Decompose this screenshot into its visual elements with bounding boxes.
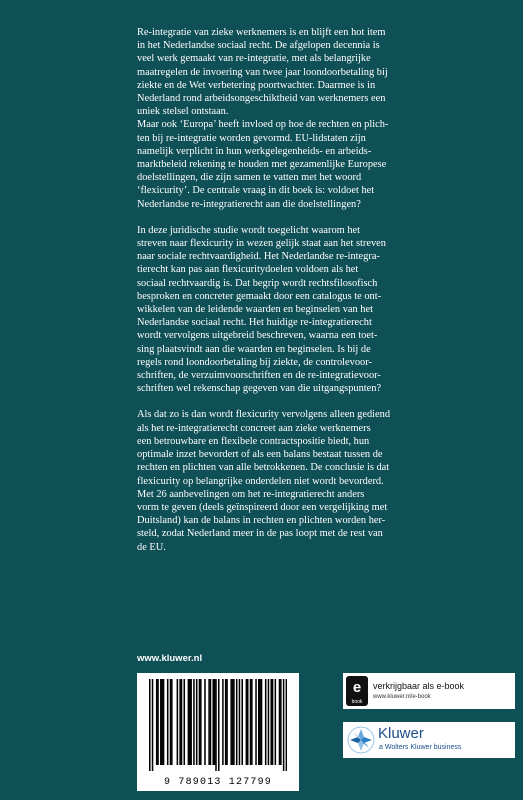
barcode-bar (149, 679, 151, 771)
barcode-bar (171, 679, 173, 765)
line: Re-integratie van zieke werknemers is en blijft een hot item (137, 27, 386, 38)
barcode-bar (189, 679, 191, 765)
barcode-bar (286, 679, 287, 771)
barcode-bar (236, 679, 238, 765)
line: Als dat zo is dan wordt flexicurity vervolgens alleen gediend (137, 409, 391, 421)
line: als het re-integratierecht concreet aan zieke werknemers (137, 422, 371, 434)
ebook-title: verkrijgbaar als e-book (373, 681, 465, 691)
barcode-bar (218, 679, 220, 771)
barcode-bar (255, 679, 257, 765)
line: In deze juridische studie wordt toegelicht waarom het (137, 224, 361, 236)
line: marktbeleid rekening te houden met gezamenlijke Europese (137, 159, 387, 171)
publisher-tagline: a Wolters Kluwer business (379, 744, 462, 751)
barcode-bar (246, 679, 248, 765)
barcode-bar (210, 679, 212, 765)
barcode-bar (208, 679, 210, 765)
barcode-bar (184, 679, 186, 765)
line: Duitsland) kan de balans in rechten en plichten worden her- (137, 515, 386, 527)
line: sing plaatsvindt aan die waarden en beginselen. Is bij de (137, 343, 371, 355)
line: optimale inzet bevordert of als een balans bestaat tussen de (137, 449, 383, 461)
line: ten bij re-integratie worden gevormd. EU-lidstaten zijn (137, 132, 366, 144)
barcode-bar (177, 679, 179, 765)
line: wordt vervolgens uitgebreid beschreven, waarna een toet- (137, 330, 378, 342)
barcode-bar (157, 679, 159, 765)
barcode-bar (204, 679, 206, 765)
line: de EU. (137, 541, 166, 553)
barcode-bar (283, 679, 285, 771)
barcode-bar (163, 679, 165, 765)
barcode-bar (230, 679, 232, 765)
line: in het Nederlandse sociaal recht. De afgelopen decennia is (137, 40, 380, 52)
barcode-bar (193, 679, 195, 765)
barcode-bar (250, 679, 252, 765)
line: besproken en concreter gemaakt door een catalogus te ont- (137, 290, 382, 302)
barcode-bar (233, 679, 235, 765)
isbn-number: 9 789013 127799 (163, 777, 272, 788)
line: sociaal rechtvaardig is. Dat begrip wordt rechtsfilosofisch (137, 277, 378, 289)
line: Nederlandse sociaal recht. Het huidige re-integratierecht (137, 317, 372, 329)
barcode-bars-icon (149, 679, 287, 771)
line: rechten en plichten van alle betrokkenen. De conclusie is dat (137, 462, 390, 474)
line: regels rond loondoorbetaling bij ziekte, de controlevoor- (137, 356, 372, 368)
paragraph-1 (137, 26, 482, 118)
paragraph-4 (137, 408, 482, 553)
barcode-bar (270, 679, 272, 765)
line: uniek stelsel ontstaan. (137, 106, 229, 118)
barcode-bar (222, 679, 224, 765)
line: Nederland rond arbeidsongeschiktheid van werknemers een (137, 93, 386, 105)
ebook-icon-sub: book (351, 699, 363, 705)
line: vorm te geven (deels geïnspireerd door een vergelijking met (137, 501, 388, 513)
barcode-bar (280, 679, 282, 765)
barcode-bar (214, 679, 216, 765)
paragraph-3 (137, 224, 482, 396)
line: veel werk gemaakt van re-integratie, met als belangrijke (137, 53, 371, 65)
line: wikkelen van de leidende waarden en beginselen van het (137, 304, 374, 316)
barcode-bar (247, 679, 249, 765)
barcode-bar (239, 679, 241, 765)
barcode-bar (275, 679, 277, 765)
line: flexicurity op belangrijke onderdelen niet wordt bevorderd. (137, 475, 384, 487)
barcode-bar (156, 679, 158, 765)
barcode-bar (161, 679, 163, 765)
barcode-bar (181, 679, 183, 765)
line: namelijk verplicht in hun werkgelegenheids- en arbeids- (137, 145, 372, 157)
publisher-logo (343, 722, 515, 758)
line: ‘flexicurity’. De centrale vraag in dit boek is: voldoet het (137, 185, 375, 197)
barcode-bar (279, 679, 281, 765)
barcode-bar (225, 679, 227, 765)
barcode-bar (232, 679, 234, 765)
barcode-bar (179, 679, 181, 765)
line: maatregelen de invoering van twee jaar loondoorbetaling bij (137, 66, 388, 78)
barcode-bar (160, 679, 162, 765)
ebook-icon-letter: e (352, 679, 362, 696)
barcode-bar (152, 679, 154, 771)
publisher-name: Kluwer (378, 725, 424, 742)
barcode-bar (265, 679, 267, 765)
barcode-bar (167, 679, 169, 765)
line: schriften, de verzuimvoorschriften en de re-integratievoor- (137, 370, 381, 382)
barcode-bar (170, 679, 172, 765)
barcode-bar (190, 679, 192, 765)
line: naar sociale rechtvaardigheid. Het Nederlandse re-integra- (137, 251, 380, 263)
barcode-bar (212, 679, 214, 765)
line: streven naar flexicurity in wezen gelijk staat aan het streven (137, 238, 386, 250)
ebook-url[interactable]: www.kluwer.nl/e-book (373, 694, 431, 700)
ebook-badge[interactable] (343, 673, 515, 709)
line: ziekte en de Wet verbetering poortwachter. Daarmee is in (137, 79, 376, 91)
publisher-website[interactable]: www.kluwer.nl (137, 653, 203, 664)
barcode-bar (226, 679, 228, 765)
ebook-icon (346, 676, 368, 706)
barcode-bar (196, 679, 198, 765)
barcode-bar (241, 679, 243, 765)
barcode-bar (200, 679, 202, 765)
line: steld, zodat Nederland meer in de pas loopt met de rest van (137, 528, 383, 540)
barcode-bar (188, 679, 190, 765)
line: Met 26 aanbevelingen om het re-integratierecht anders (137, 488, 365, 500)
wolters-kluwer-flower-icon (347, 725, 375, 755)
line: een betrouwbare en flexibele contractspositie biedt, hun (137, 435, 370, 447)
barcode-bar (251, 679, 253, 765)
barcode-bar (259, 679, 261, 765)
barcode-bar (215, 679, 217, 771)
line: Maar ook ‘Europa’ heeft invloed op hoe de rechten en plich- (137, 119, 389, 131)
barcode-bar (268, 679, 270, 765)
line: Nederlandse re-integratierecht aan die doelstellingen? (137, 198, 361, 210)
barcode-bar (261, 679, 263, 765)
line: schriften wel rekenschap gegeven van die uitgangspunten? (137, 383, 382, 395)
paragraph-2 (137, 118, 482, 210)
line: tierecht kan pas aan flexicuritydoelen voldoen als het (137, 264, 359, 276)
line: doelstellingen, die zijn samen te vatten met het woord (137, 172, 362, 184)
isbn-barcode (137, 673, 299, 791)
barcode-bar (199, 679, 201, 765)
barcode-bar (272, 679, 274, 765)
blurb-text (137, 26, 482, 567)
barcode-bar (258, 679, 260, 765)
